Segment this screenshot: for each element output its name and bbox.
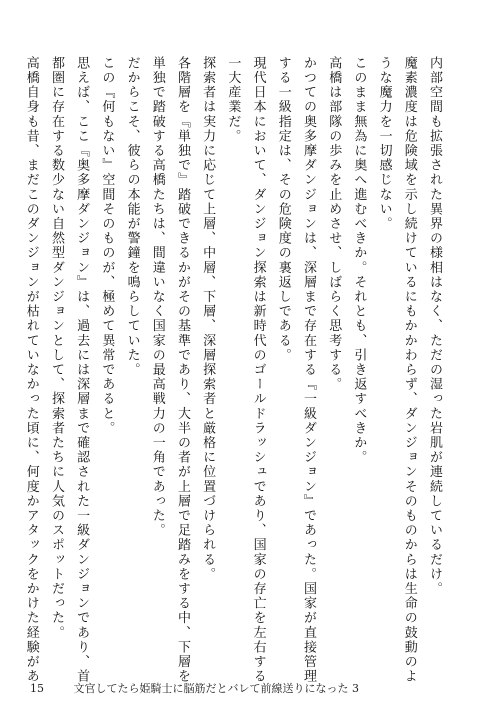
text-line: 一大産業だ。 xyxy=(225,56,241,144)
text-line: 探索者は実力に応じて上層、中層、下層、深層探索者と厳格に位置づけられる。 xyxy=(200,56,216,582)
page-number: 15 xyxy=(30,682,44,695)
vertical-body-text xyxy=(23,56,447,684)
text-line: 内部空間も拡張された異界の様相はなく、ただの湿った岩肌が連続しているだけ。 xyxy=(427,56,442,597)
text-line: かつての奥多摩ダンジョンは、深層まで存在する『一級ダンジョン』であった。国家が直接管理 xyxy=(300,56,316,684)
text-line: 単独で踏破する高橋たちは、間違いなく国家の最高戦力の一角であった。 xyxy=(149,56,165,538)
text-line: 各階層を『単独で』踏破できるかがその基準であり、大半の者が上層で足踏みをする中、下層を xyxy=(174,56,190,684)
text-line: この『何もない』空間そのものが、極めて異常であると。 xyxy=(99,56,115,436)
text-line: 思えば、ここ『奥多摩ダンジョン』は、過去には深層まで確認された一級ダンジョンであり、首 xyxy=(74,56,90,684)
page-footer xyxy=(30,680,359,696)
text-line: 現代日本において、ダンジョン探索は新時代のゴールドラッシュであり、国家の存亡を左右する xyxy=(250,56,266,684)
text-line: 高橋は部隊の歩みを止めさせ、しばらく思考する。 xyxy=(326,56,342,392)
text-line: 高橋自身も昔、まだこのダンジョンが枯れていなかった頃に、何度かアタックをかけた経験があ xyxy=(23,56,39,684)
text-line: だからこそ、彼らの本能が警鐘を鳴らしていた。 xyxy=(124,56,140,378)
text-line: 魔素濃度は危険域を示し続けているにもかかわらず、ダンジョンそのものからは生命の鼓動のよ xyxy=(401,56,417,684)
text-line: 都圏に存在する数少ない自然型ダンジョンとして、探索者たちに人気のスポットだった。 xyxy=(48,56,64,640)
running-title: 文官してたら姫騎士に脳筋だとバレて前線送りになった 3 xyxy=(73,682,359,695)
text-line: このまま無為に奥へ進むべきか。それとも、引き返すべきか。 xyxy=(351,56,367,465)
text-line: うな魔力を一切感じない。 xyxy=(376,56,392,232)
text-line: する一級指定は、その危険度の裏返しである。 xyxy=(275,56,291,363)
